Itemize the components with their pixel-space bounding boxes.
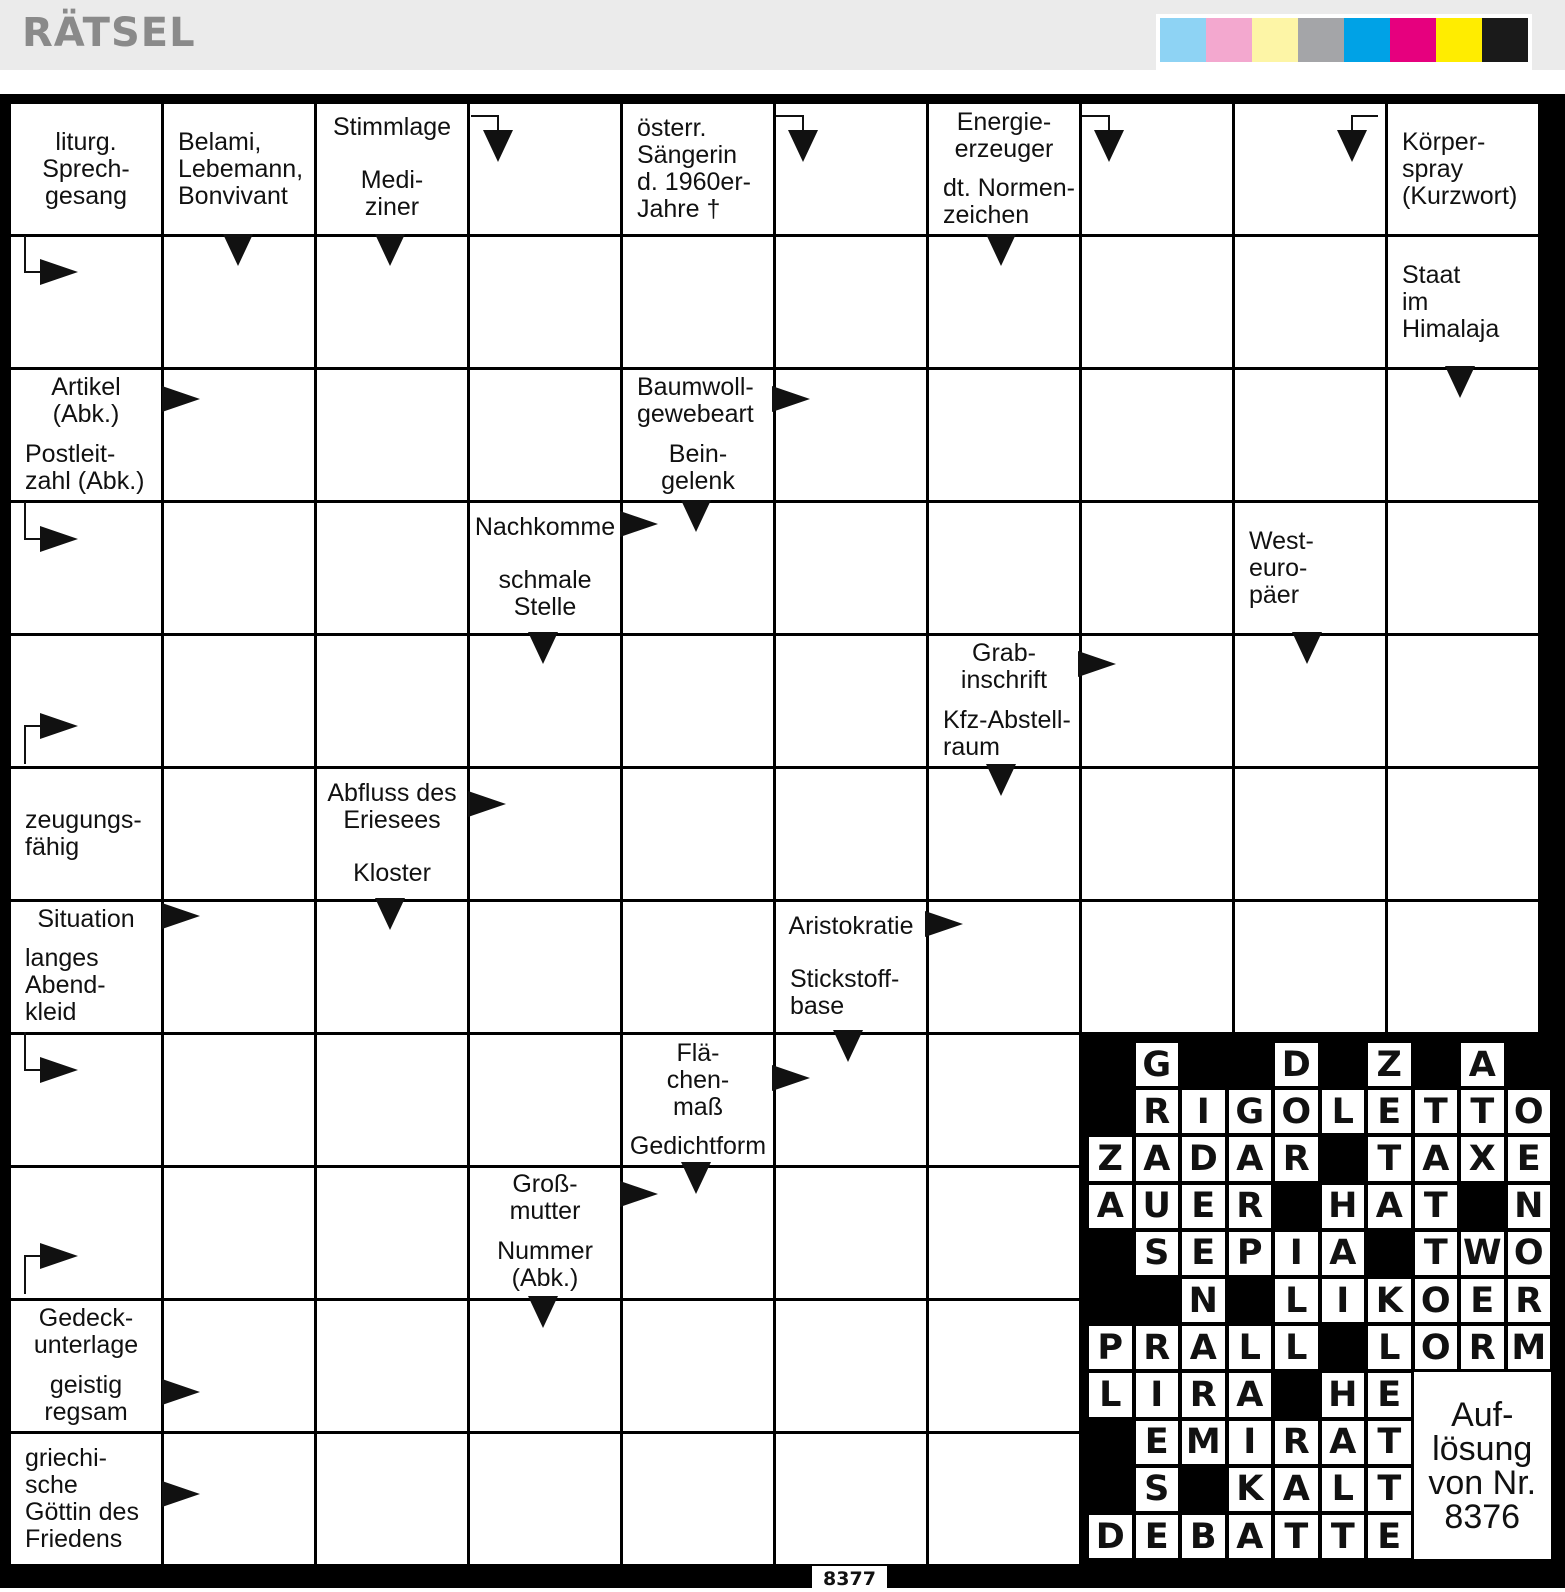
grid-cell[interactable] <box>1082 503 1232 633</box>
grid-cell[interactable] <box>11 503 161 633</box>
solution-letter: B <box>1181 1514 1226 1559</box>
page-title: RÄTSEL <box>22 10 196 56</box>
solution-letter: A <box>1321 1420 1366 1465</box>
grid-cell[interactable] <box>1235 370 1385 500</box>
grid-cell[interactable] <box>1388 769 1538 899</box>
grid-cell[interactable] <box>470 1434 620 1564</box>
header-bar <box>0 0 1565 70</box>
solution-letter: A <box>1321 1231 1366 1276</box>
solution-letter: R <box>1135 1325 1180 1370</box>
grid-cell[interactable] <box>1082 104 1232 234</box>
grid-cell[interactable] <box>776 1434 926 1564</box>
grid-cell[interactable] <box>470 1301 620 1431</box>
clue-kfz-abstellraum: Kfz-Abstell- raum <box>929 701 1079 766</box>
clue-stimmlage: Stimmlage <box>317 104 467 151</box>
grid-cell[interactable] <box>623 237 773 367</box>
grid-cell[interactable] <box>623 636 773 766</box>
grid-cell[interactable] <box>317 370 467 500</box>
grid-cell[interactable] <box>1082 237 1232 367</box>
clue-westeuropaeer: West- euro- päer <box>1235 503 1385 633</box>
grid-cell[interactable] <box>11 636 161 766</box>
grid-cell[interactable] <box>929 1035 1079 1165</box>
grid-cell[interactable] <box>929 503 1079 633</box>
grid-cell[interactable] <box>1082 902 1232 1032</box>
clue-beingelenk: Bein- gelenk <box>623 435 773 500</box>
clue-staat-himalaja: Staat im Himalaja <box>1388 237 1538 367</box>
solution-letter: L <box>1321 1089 1366 1134</box>
clue-grabinschrift: Grab- inschrift <box>929 636 1079 698</box>
solution-letter: T <box>1321 1514 1366 1559</box>
solution-letter: I <box>1274 1231 1319 1276</box>
grid-cell[interactable] <box>1388 902 1538 1032</box>
solution-letter: A <box>1135 1136 1180 1181</box>
solution-letter: I <box>1181 1089 1226 1134</box>
grid-cell[interactable] <box>317 636 467 766</box>
clue-flaechenmass: Flä- chen- maß <box>623 1035 773 1125</box>
grid-cell[interactable] <box>929 370 1079 500</box>
resolution-note: Auf- lösung von Nr. 8376 <box>1414 1372 1552 1559</box>
puzzle-number: 8377 <box>812 1566 887 1588</box>
color-swatch <box>1390 18 1436 62</box>
solution-letter: E <box>1181 1231 1226 1276</box>
color-swatch <box>1344 18 1390 62</box>
solution-letter: H <box>1321 1184 1366 1229</box>
solution-letter: D <box>1274 1042 1319 1087</box>
solution-letter: O <box>1507 1089 1552 1134</box>
color-swatch <box>1482 18 1528 62</box>
solution-letter: E <box>1367 1514 1412 1559</box>
grid-cell[interactable] <box>164 1434 314 1564</box>
grid-cell[interactable] <box>317 1301 467 1431</box>
solution-letter: A <box>1367 1184 1412 1229</box>
grid-cell[interactable] <box>317 237 467 367</box>
clue-schmale-stelle: schmale Stelle <box>470 554 620 633</box>
clue-zeugungsfaehig: zeugungs- fähig <box>11 769 161 899</box>
clue-energieerzeuger: Energie- erzeuger <box>929 104 1079 167</box>
solution-letter: P <box>1088 1325 1133 1370</box>
solution-letter: T <box>1414 1089 1459 1134</box>
grid-cell[interactable] <box>470 902 620 1032</box>
grid-cell[interactable] <box>470 769 620 899</box>
solution-letter: O <box>1274 1089 1319 1134</box>
grid-cell[interactable] <box>470 237 620 367</box>
solution-letter: I <box>1228 1420 1273 1465</box>
grid-cell[interactable] <box>623 902 773 1032</box>
solution-letter: T <box>1367 1467 1412 1512</box>
solution-letter: K <box>1367 1278 1412 1323</box>
clue-nummer: Nummer (Abk.) <box>470 1231 620 1298</box>
grid-cell[interactable] <box>1388 503 1538 633</box>
grid-cell[interactable] <box>11 1035 161 1165</box>
solution-letter: A <box>1460 1042 1505 1087</box>
solution-letter: N <box>1181 1278 1226 1323</box>
solution-letter: R <box>1507 1278 1552 1323</box>
grid-cell[interactable] <box>317 503 467 633</box>
solution-letter: A <box>1228 1372 1273 1417</box>
solution-letter: M <box>1181 1420 1226 1465</box>
grid-cell[interactable] <box>164 1301 314 1431</box>
solution-letter: G <box>1135 1042 1180 1087</box>
grid-cell[interactable] <box>776 1301 926 1431</box>
grid-cell[interactable] <box>11 237 161 367</box>
solution-letter: D <box>1088 1514 1133 1559</box>
solution-letter: O <box>1507 1231 1552 1276</box>
crossword-puzzle <box>0 94 1565 1588</box>
solution-letter: L <box>1088 1372 1133 1417</box>
solution-letter: O <box>1414 1278 1459 1323</box>
color-swatch <box>1252 18 1298 62</box>
color-swatch <box>1160 18 1206 62</box>
solution-letter: P <box>1228 1231 1273 1276</box>
grid-cell[interactable] <box>1388 636 1538 766</box>
solution-letter: S <box>1135 1231 1180 1276</box>
clue-grossmutter: Groß- mutter <box>470 1168 620 1228</box>
grid-cell[interactable] <box>929 1301 1079 1431</box>
solution-letter: R <box>1135 1089 1180 1134</box>
grid-cell[interactable] <box>317 1035 467 1165</box>
solution-letter: E <box>1135 1514 1180 1559</box>
grid-cell[interactable] <box>623 1168 773 1298</box>
solution-letter: I <box>1135 1372 1180 1417</box>
solution-letter: A <box>1414 1136 1459 1181</box>
grid-cell[interactable] <box>929 237 1079 367</box>
grid-cell[interactable] <box>929 902 1079 1032</box>
grid-cell[interactable] <box>1235 636 1385 766</box>
grid-cell[interactable] <box>1082 769 1232 899</box>
clue-belami: Belami, Lebemann, Bonvivant <box>164 104 314 234</box>
solution-letter: T <box>1367 1420 1412 1465</box>
grid-cell[interactable] <box>776 503 926 633</box>
solution-letter: T <box>1460 1089 1505 1134</box>
solution-letter: E <box>1367 1089 1412 1134</box>
solution-letter: N <box>1507 1184 1552 1229</box>
grid-cell[interactable] <box>470 1035 620 1165</box>
grid-cell[interactable] <box>164 503 314 633</box>
solution-letter: T <box>1367 1136 1412 1181</box>
clue-griechische-goettin: griechi- sche Göttin des Friedens <box>11 1434 161 1564</box>
grid-cell[interactable] <box>776 636 926 766</box>
solution-letter: A <box>1181 1325 1226 1370</box>
color-swatch <box>1206 18 1252 62</box>
clue-koerperspray: Körper- spray (Kurzwort) <box>1388 104 1538 234</box>
grid-cell[interactable] <box>623 769 773 899</box>
grid-cell[interactable] <box>623 1434 773 1564</box>
solution-letter: O <box>1414 1325 1459 1370</box>
solution-letter: S <box>1135 1467 1180 1512</box>
solution-letter: E <box>1460 1278 1505 1323</box>
clue-artikel: Artikel (Abk.) <box>11 370 161 432</box>
grid-cell[interactable] <box>776 1168 926 1298</box>
solution-letter: W <box>1460 1231 1505 1276</box>
grid-cell[interactable] <box>317 902 467 1032</box>
grid-cell[interactable] <box>776 1035 926 1165</box>
solution-letter: L <box>1274 1278 1319 1323</box>
clue-geistig-regsam: geistig regsam <box>11 1366 161 1431</box>
grid-cell[interactable] <box>776 104 926 234</box>
grid-cell[interactable] <box>1235 104 1385 234</box>
grid-cell[interactable] <box>470 636 620 766</box>
solution-letter: Z <box>1088 1136 1133 1181</box>
clue-abfluss-eriesee: Abfluss des Eriesees <box>317 769 467 845</box>
grid-cell[interactable] <box>776 370 926 500</box>
solution-letter: A <box>1274 1467 1319 1512</box>
grid-cell[interactable] <box>164 769 314 899</box>
solution-letter: M <box>1507 1325 1552 1370</box>
solution-letter: E <box>1181 1184 1226 1229</box>
clue-langes-abendkleid: langes Abend- kleid <box>11 939 161 1032</box>
grid-cell[interactable] <box>776 237 926 367</box>
solution-letter: D <box>1181 1136 1226 1181</box>
solution-letter: T <box>1414 1184 1459 1229</box>
grid-cell[interactable] <box>1388 370 1538 500</box>
solution-letter: X <box>1460 1136 1505 1181</box>
solution-letter: E <box>1507 1136 1552 1181</box>
solution-letter: E <box>1135 1420 1180 1465</box>
grid-cell[interactable] <box>623 1301 773 1431</box>
clue-postleitzahl: Postleit- zahl (Abk.) <box>11 435 161 500</box>
solution-letter: R <box>1181 1372 1226 1417</box>
clue-kloster: Kloster <box>317 848 467 899</box>
grid-cell[interactable] <box>11 1168 161 1298</box>
grid-cell[interactable] <box>1082 370 1232 500</box>
solution-letter: R <box>1228 1184 1273 1229</box>
color-swatch <box>1298 18 1344 62</box>
color-swatch <box>1436 18 1482 62</box>
clue-gedichtform: Gedichtform <box>623 1128 773 1165</box>
grid-cell[interactable] <box>164 902 314 1032</box>
color-calibration-bar <box>1156 14 1532 74</box>
solution-letter: L <box>1321 1467 1366 1512</box>
solution-letter: L <box>1228 1325 1273 1370</box>
clue-baumwollgewebeart: Baumwoll- gewebeart <box>623 370 773 432</box>
solution-letter: A <box>1228 1514 1273 1559</box>
clue-mediziner: Medi- ziner <box>317 154 467 234</box>
clue-oesterr-saengerin: österr. Sängerin d. 1960er- Jahre † <box>623 104 773 234</box>
solution-letter: U <box>1135 1184 1180 1229</box>
clue-situation: Situation <box>11 902 161 936</box>
solution-letter: K <box>1228 1467 1273 1512</box>
clue-dt-normenzeichen: dt. Normen- zeichen <box>929 170 1079 234</box>
grid-cell[interactable] <box>929 769 1079 899</box>
grid-cell[interactable] <box>164 1168 314 1298</box>
grid-cell[interactable] <box>776 769 926 899</box>
solution-letter: L <box>1274 1325 1319 1370</box>
grid-cell[interactable] <box>164 636 314 766</box>
solution-letter: R <box>1460 1325 1505 1370</box>
solution-letter: T <box>1274 1514 1319 1559</box>
grid-cell[interactable] <box>470 370 620 500</box>
solution-letter: A <box>1228 1136 1273 1181</box>
grid-cell[interactable] <box>1235 902 1385 1032</box>
solution-letter: R <box>1274 1136 1319 1181</box>
clue-liturg-sprechgesang: liturg. Sprech- gesang <box>11 104 161 234</box>
grid-cell[interactable] <box>317 1168 467 1298</box>
grid-cell[interactable] <box>623 503 773 633</box>
clue-nachkomme: Nachkomme <box>470 503 620 551</box>
solution-letter: T <box>1414 1231 1459 1276</box>
grid-cell[interactable] <box>1082 636 1232 766</box>
solution-letter: H <box>1321 1372 1366 1417</box>
grid-cell[interactable] <box>929 1168 1079 1298</box>
grid-cell[interactable] <box>164 1035 314 1165</box>
clue-gedeckunterlage: Gedeck- unterlage <box>11 1301 161 1363</box>
solution-letter: E <box>1367 1372 1412 1417</box>
clue-stickstoffbase: Stickstoff- base <box>776 953 926 1032</box>
solution-letter: L <box>1367 1325 1412 1370</box>
grid-cell[interactable] <box>470 104 620 234</box>
solution-letter: R <box>1274 1420 1319 1465</box>
grid-cell[interactable] <box>1235 237 1385 367</box>
grid-cell[interactable] <box>164 370 314 500</box>
solution-letter: Z <box>1367 1042 1412 1087</box>
solution-letter: A <box>1088 1184 1133 1229</box>
solution-letter: I <box>1321 1278 1366 1323</box>
grid-cell[interactable] <box>929 1434 1079 1564</box>
clue-aristokratie: Aristokratie <box>776 902 926 950</box>
grid-cell[interactable] <box>164 237 314 367</box>
grid-cell[interactable] <box>317 1434 467 1564</box>
solution-letter: G <box>1228 1089 1273 1134</box>
grid-cell[interactable] <box>1235 769 1385 899</box>
